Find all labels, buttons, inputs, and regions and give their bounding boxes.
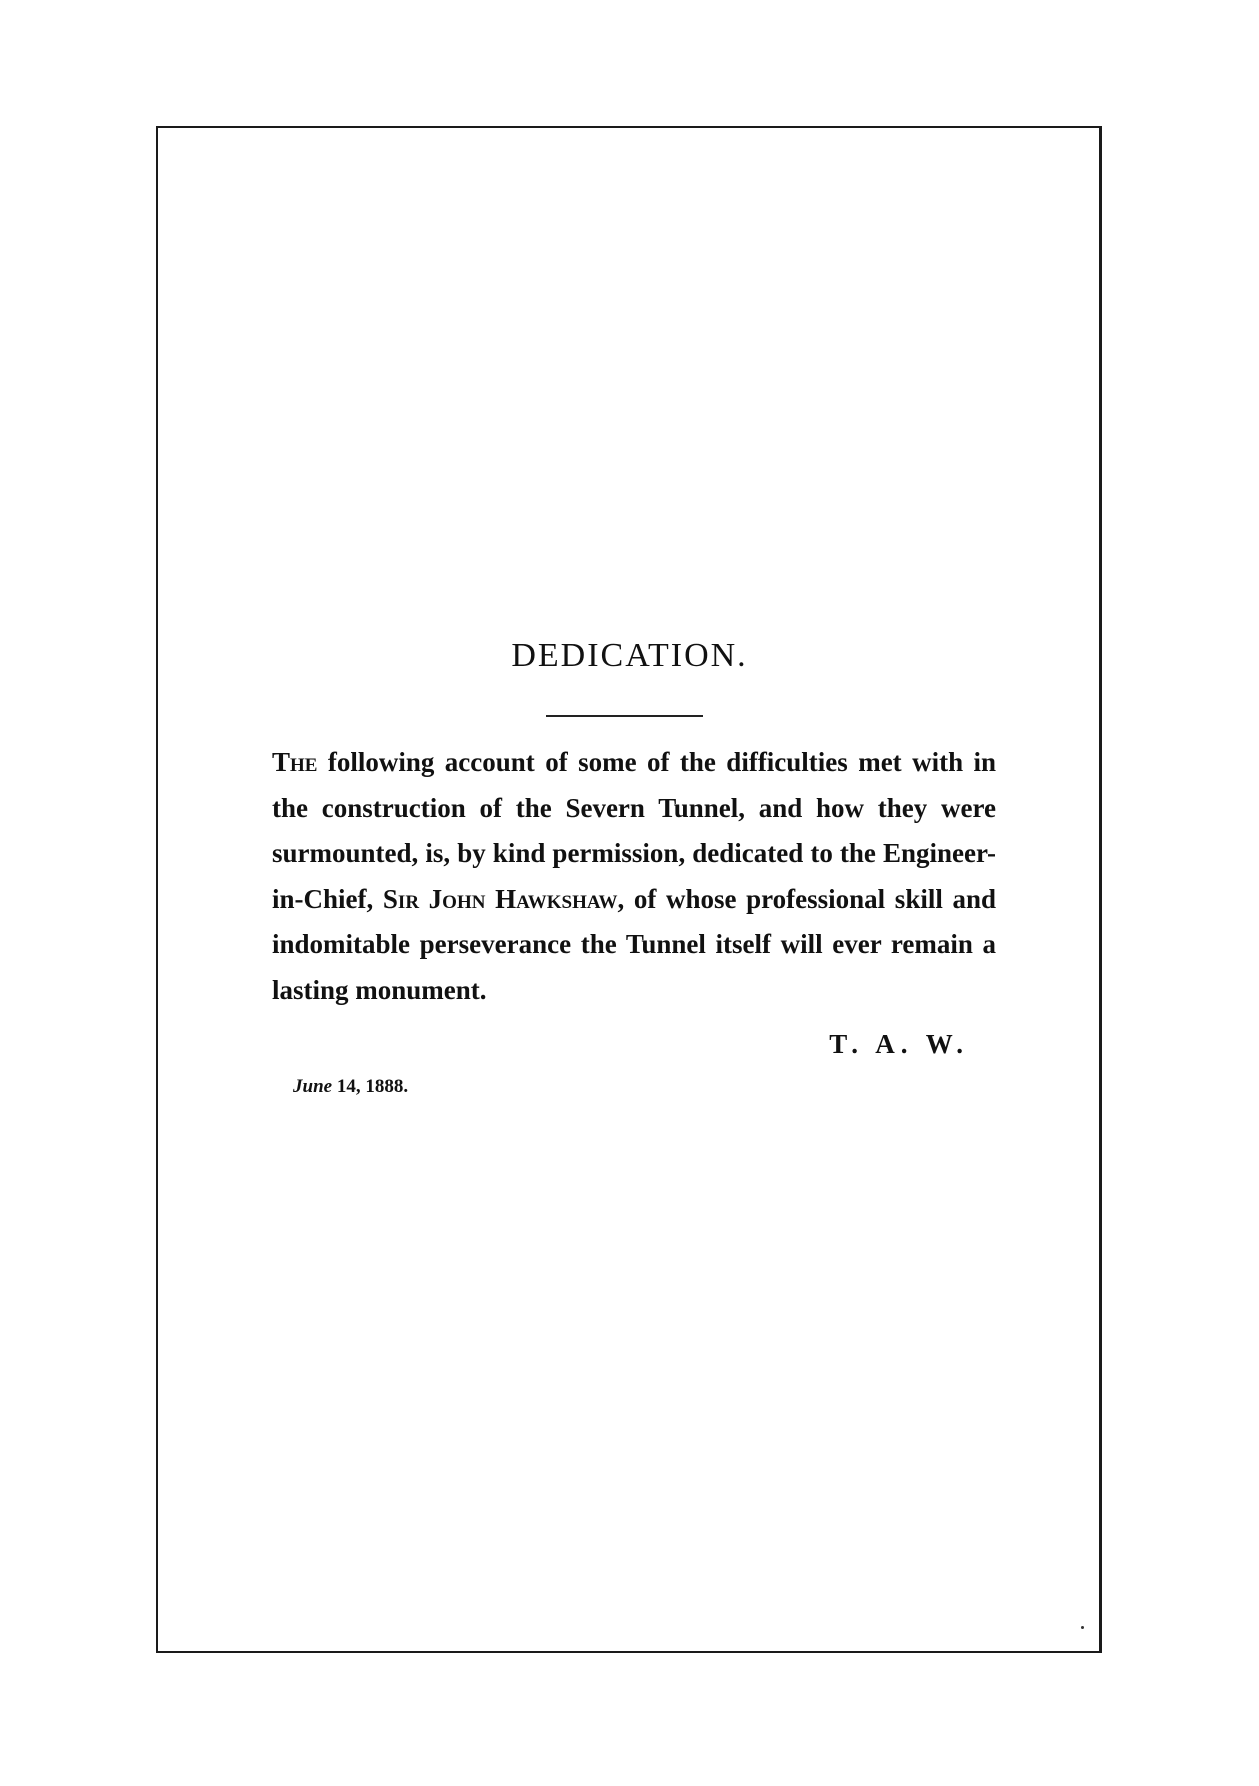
dedication-text-part-1: following account of some of the difficulties met with in the construction of the Severn Tunnel, and how they were surmounted, is, by kind permission, dedicated to the Engineer-in-Chief,	[272, 747, 997, 914]
date-month: June	[293, 1076, 333, 1097]
dedication-text	[272, 740, 996, 1014]
title-rule	[546, 715, 703, 717]
dedication-text-part-2: , of whose professional skill and indomitable perseverance the Tunnel itself will ever remain a lasting monument.	[272, 883, 997, 1005]
lead-word: The	[272, 747, 318, 777]
signature-initials: T. A. W.	[829, 1029, 969, 1059]
print-speck	[1081, 1626, 1084, 1629]
date-day-year: 14, 1888.	[336, 1076, 409, 1097]
dedicatee-name: Sir John Hawkshaw	[382, 883, 618, 914]
page-title: DEDICATION.	[511, 637, 748, 674]
dedication-date	[293, 1076, 408, 1098]
